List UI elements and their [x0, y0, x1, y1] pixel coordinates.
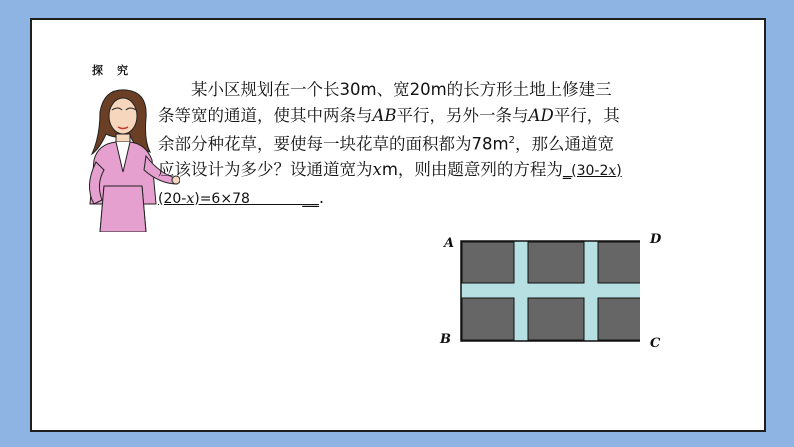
flower-bed — [462, 298, 514, 340]
answer-blank: _(30-2x) (20-x)=6×78 __ — [158, 160, 622, 207]
segment-ad: AD — [528, 105, 554, 125]
vertex-c-label: C — [650, 336, 661, 351]
problem-text — [158, 77, 628, 212]
flower-bed — [528, 298, 584, 340]
flower-bed — [528, 242, 584, 283]
flower-bed — [598, 298, 640, 340]
vertex-d-label: D — [650, 232, 662, 247]
land-diagram — [404, 210, 662, 351]
equation-lhs: (30-2x) (20-x) — [158, 163, 622, 207]
equation-rhs: =6×78 — [199, 190, 250, 207]
vertex-b-label: B — [440, 332, 451, 347]
vertex-a-label: A — [444, 236, 455, 251]
flower-bed — [462, 242, 514, 283]
segment-ab: AB — [372, 105, 397, 125]
flower-bed — [598, 242, 640, 283]
section-heading: 探究 — [92, 64, 142, 77]
variable-x: x — [372, 160, 382, 179]
problem-paragraph: 某小区规划在一个长30m、宽20m的长方形土地上修建三条等宽的通道，使其中两条与AB平行，另外一条与AD平行，其余部分种花草，要使每一块花草的面积都为$78m^2$，那么通道宽应该设计为多少？设通道宽为xm，则由题意列的方程为_(30-2x) (20-x)=6×78 __. — [158, 80, 622, 207]
land-plot-svg — [404, 210, 640, 350]
